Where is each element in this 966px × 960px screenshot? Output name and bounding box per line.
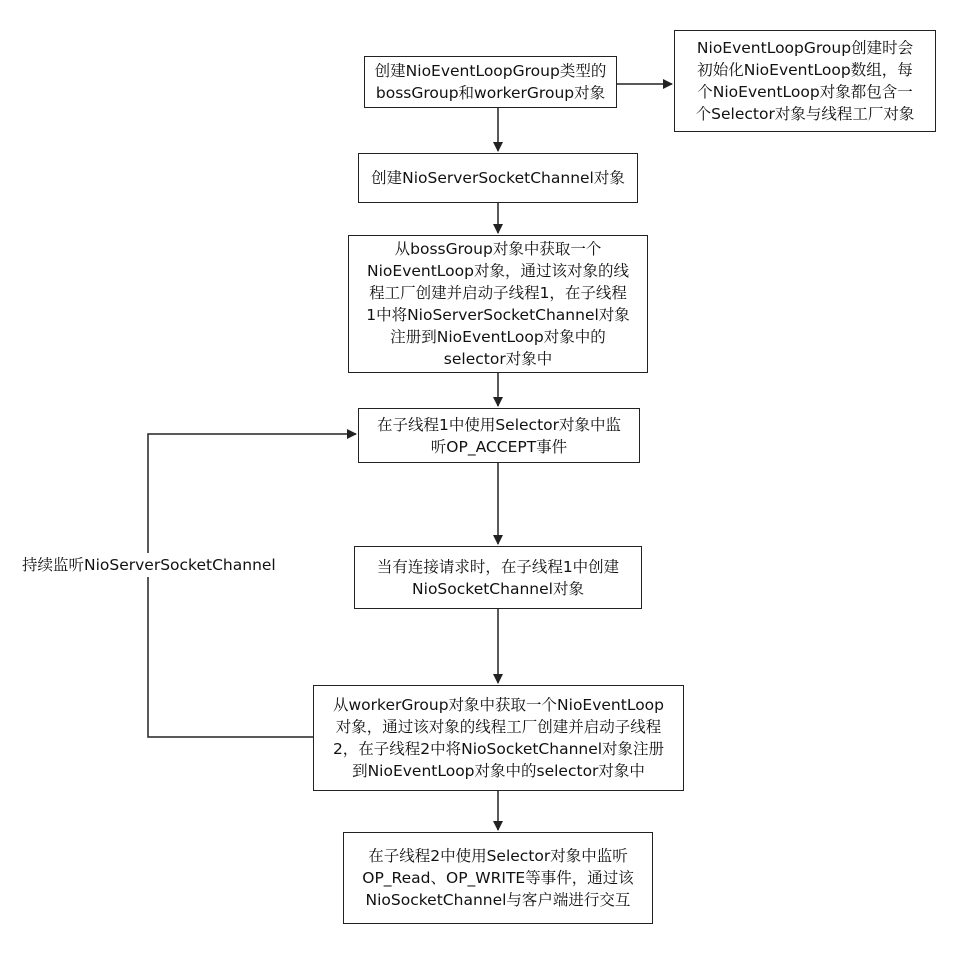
edge-label-loop-back: 持续监听NioServerSocketChannel <box>20 553 278 577</box>
node-group-init-note <box>674 30 936 132</box>
node-note-line: 个NioEventLoop对象都包含一 <box>697 83 913 101</box>
node-listen-accept-line: 听OP_ACCEPT事件 <box>430 437 568 456</box>
node-register-line: selector对象中 <box>443 350 553 368</box>
node-create-server-channel <box>358 153 638 203</box>
node-create-groups-line: 创建NioEventLoopGroup类型的 <box>374 62 607 80</box>
node-listen-rw-line: 在子线程2中使用Selector对象中监听 <box>368 847 628 865</box>
node-create-server-channel-line: 创建NioServerSocketChannel对象 <box>371 169 625 187</box>
node-register-socket-line: 对象，通过该对象的线程工厂创建并启动子线程 <box>335 718 662 736</box>
node-create-groups-line: bossGroup和workerGroup对象 <box>375 84 606 102</box>
node-listen-rw-line: OP_Read、OP_WRITE等事件，通过该 <box>362 869 634 887</box>
node-listen-read-write <box>343 832 653 924</box>
node-register-socket-line: 到NioEventLoop对象中的selector对象中 <box>352 762 645 780</box>
node-listen-accept <box>358 408 640 463</box>
node-register-socket-line: 2，在子线程2中将NioSocketChannel对象注册 <box>332 740 665 758</box>
node-register-line: 从bossGroup对象中获取一个 <box>394 240 602 258</box>
node-register-server-channel <box>348 235 648 373</box>
node-listen-rw-line: NioSocketChannel与客户端进行交互 <box>365 891 631 909</box>
node-create-socket-line: 当有连接请求时，在子线程1中创建 <box>376 557 620 576</box>
node-register-line: 程工厂创建并启动子线程1，在子线程 <box>369 284 627 302</box>
node-register-line: 1中将NioServerSocketChannel对象 <box>366 306 630 324</box>
node-create-socket-channel <box>354 546 642 609</box>
node-note-line: 个Selector对象与线程工厂对象 <box>695 105 915 123</box>
node-note-line: NioEventLoopGroup创建时会 <box>696 39 914 57</box>
node-note-line: 初始化NioEventLoop数组，每 <box>697 61 913 79</box>
node-register-line: NioEventLoop对象，通过该对象的线 <box>367 262 629 280</box>
node-listen-accept-line: 在子线程1中使用Selector对象中监 <box>376 415 622 434</box>
node-create-socket-line: NioSocketChannel对象 <box>412 579 584 598</box>
node-register-socket-channel <box>313 685 684 791</box>
node-register-socket-line: 从workerGroup对象中获取一个NioEventLoop <box>332 696 664 714</box>
node-register-line: 注册到NioEventLoop对象中的 <box>390 328 606 346</box>
node-create-groups <box>364 56 617 108</box>
